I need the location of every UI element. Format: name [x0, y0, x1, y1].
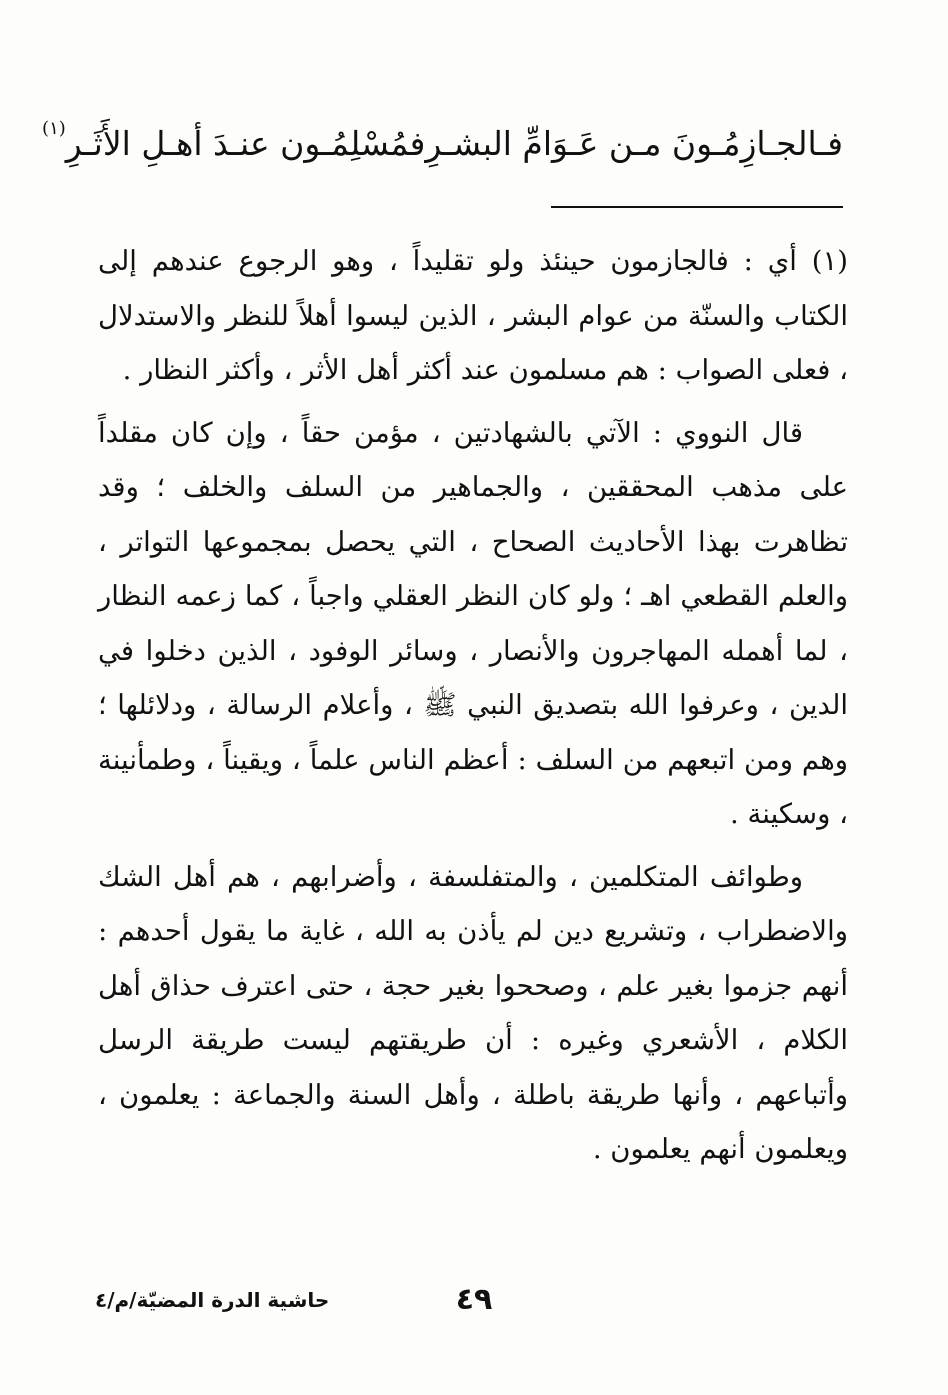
- footnote-separator: [551, 206, 843, 208]
- footnotes: [98, 234, 848, 1185]
- page-number: ٤٩: [455, 1282, 493, 1317]
- footnote-marker: (١): [811, 245, 848, 277]
- verse-footnote-ref: (١): [42, 117, 66, 139]
- book-reference: حاشية الدرة المضيّة/م/٤: [95, 1288, 330, 1312]
- verse-right-hemistich: فـالجـازِمُـونَ مـن عَـوَامِّ البشـرِ: [425, 123, 843, 163]
- footnote-paragraph-2: قال النووي : الآتي بالشهادتين ، مؤمن حقاً ، وإن كان مقلداً على مذهب المحققين ، والجماهير من السلف والخلف ؛ وقد تظاهرت بهذا الأحاديث الصحاح ، التي يحصل بمجموعها التواتر ، والعلم القطعي اهـ ؛ ولو كان النظر العقلي واجباً ، كما زعمه النظار ، لما أهمله المهاجرون والأنصار ، وسائر الوفود ، الذين دخلوا في الدين ، وعرفوا الله بتصديق النبي ﷺ ، وأعلام الرسالة ، ودلائلها ؛ وهم ومن اتبعهم من السلف : أعظم الناس علماً ، ويقيناً ، وطمأنينة ، وسكينة .: [98, 416, 848, 830]
- verse-left-hemistich: فمُسْلِمُـون عنـدَ أهـلِ الأَثَـرِ$^{(١)}$: [42, 117, 426, 163]
- page-footer: [95, 1282, 853, 1322]
- footnote-paragraph-3: وطوائف المتكلمين ، والمتفلسفة ، وأضرابهم ، هم أهل الشك والاضطراب ، وتشريع دين لم يأذن به الله ، غاية ما يقول أحدهم : أنهم جزموا بغير علم ، وصححوا بغير حجة ، حتى اعترف حذاق أهل الكلام ، الأشعري وغيره : أن طريقتهم ليست طريقة الرسل وأتباعهم ، وأنها طريقة باطلة ، وأهل السنة والجماعة : يعلمون ، ويعلمون أنهم يعلمون .: [98, 860, 848, 1165]
- verse-line: [42, 108, 843, 178]
- footnote-paragraph-1: (١) أي : فالجازمون حينئذ ولو تقليداً ، وهو الرجوع عندهم إلى الكتاب والسنّة من عوام البشر ، الذين ليسوا أهلاً للنظر والاستدلال ، فعلى الصواب : هم مسلمون عند أكثر أهل الأثر ، وأكثر النظار .: [98, 245, 848, 386]
